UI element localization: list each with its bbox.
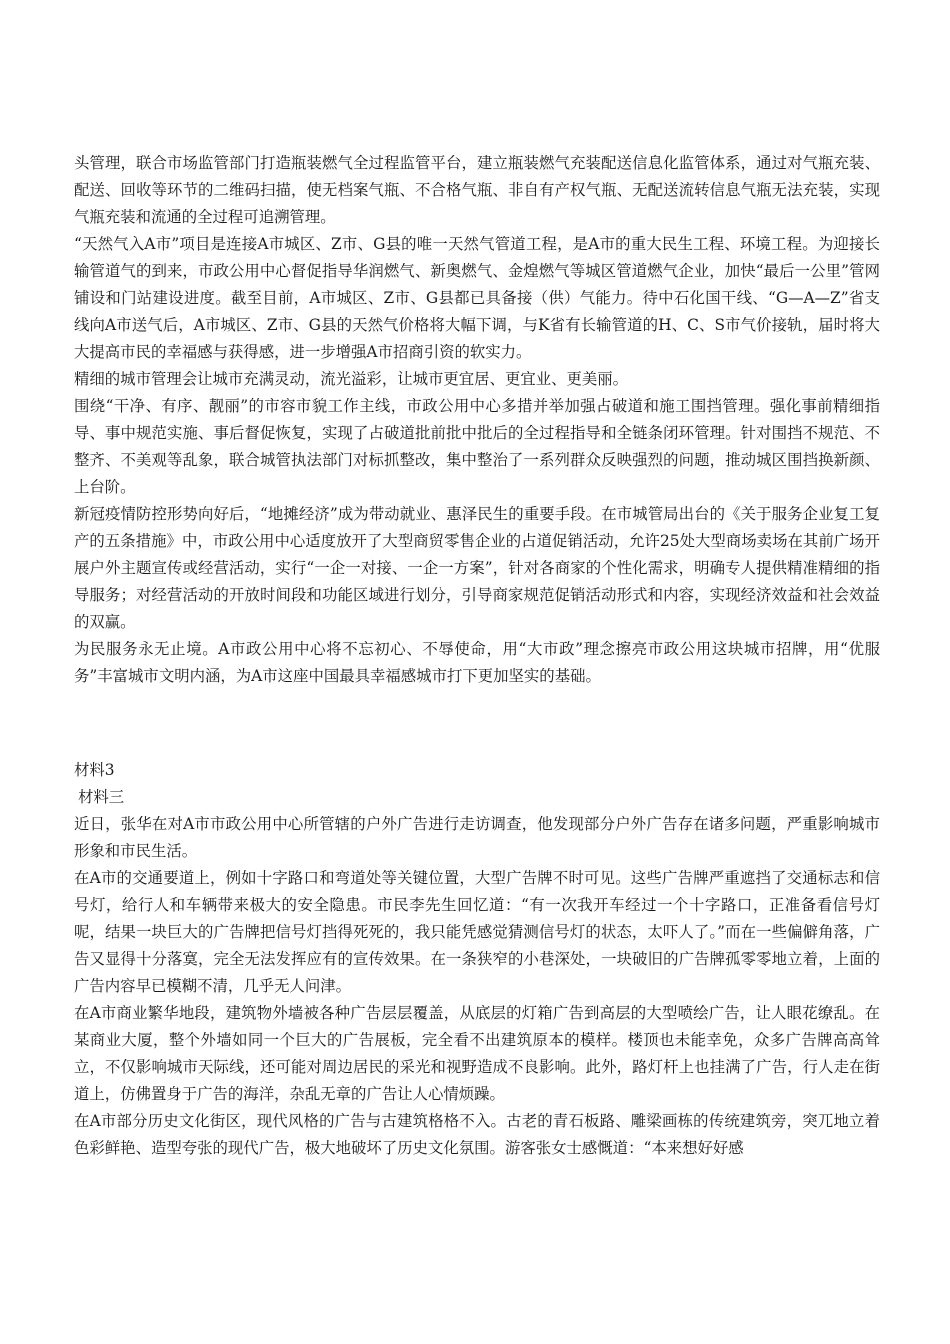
- material-heading: 材料3: [74, 761, 115, 779]
- material-subheading: 材料三: [78, 788, 125, 806]
- paragraph: 头管理，联合市场监管部门打造瓶装燃气全过程监管平台，建立瓶装燃气充装配送信息化监管体系，通过对气瓶充装、配送、回收等环节的二维码扫描，使无档案气瓶、不合格气瓶、非自有产权气瓶、无配送流转信息气瓶无法充装，实现气瓶充装和流通的全过程可追溯管理。: [74, 154, 880, 226]
- paragraph: 在A市商业繁华地段，建筑物外墙被各种广告层层覆盖，从底层的灯箱广告到高层的大型喷绘广告，让人眼花缭乱。在某商业大厦，整个外墙如同一个巨大的广告展板，完全看不出建筑原本的模样。楼顶也未能幸免，众多广告牌高高耸立，不仅影响城市天际线，还可能对周边居民的采光和视野造成不良影响。此外，路灯杆上也挂满了广告，行人走在街道上，仿佛置身于广告的海洋，杂乱无章的广告让人心情烦躁。: [74, 1004, 880, 1103]
- paragraph: 围绕“干净、有序、靓丽”的市容市貌工作主线，市政公用中心多措并举加强占破道和施工围挡管理。强化事前精细指导、事中规范实施、事后督促恢复，实现了占破道批前批中批后的全过程指导和全链条闭环管理。针对围挡不规范、不整齐、不美观等乱象，联合城管执法部门对标抓整改，集中整治了一系列群众反映强烈的问题，推动城区围挡换新颜、上台阶。: [74, 397, 880, 496]
- paragraph: “天然气入A市”项目是连接A市城区、Z市、G县的唯一天然气管道工程，是A市的重大民生工程、环境工程。为迎接长输管道气的到来，市政公用中心督促指导华润燃气、新奥燃气、金煌燃气等城区管道燃气企业，加快“最后一公里”管网铺设和门站建设进度。截至目前，A市城区、Z市、G县都已具备接（供）气能力。待中石化国干线、“G—A—Z”省支线向A市送气后，A市城区、Z市、G县的天然气价格将大幅下调，与K省有长输管道的H、C、S市气价接轨，届时将大大提高市民的幸福感与获得感，进一步增强A市招商引资的软实力。: [74, 235, 880, 361]
- paragraph: 在A市的交通要道上，例如十字路口和弯道处等关键位置，大型广告牌不时可见。这些广告牌严重遮挡了交通标志和信号灯，给行人和车辆带来极大的安全隐患。市民李先生回忆道：“有一次我开车经过一个十字路口，正准备看信号灯呢，结果一块巨大的广告牌把信号灯挡得死死的，我只能凭感觉猜测信号灯的状态，太吓人了。”而在一些偏僻角落，广告又显得十分落寞，完全无法发挥应有的宣传效果。在一条狭窄的小巷深处，一块破旧的广告牌孤零零地立着，上面的广告内容早已模糊不清，几乎无人问津。: [74, 869, 880, 995]
- document-page: [74, 150, 880, 1162]
- paragraph: 近日，张华在对A市市政公用中心所管辖的户外广告进行走访调查，他发现部分户外广告存在诸多问题，严重影响城市形象和市民生活。: [74, 815, 880, 860]
- paragraph: 在A市部分历史文化街区，现代风格的广告与古建筑格格不入。古老的青石板路、雕梁画栋的传统建筑旁，突兀地立着色彩鲜艳、造型夸张的现代广告，极大地破坏了历史文化氛围。游客张女士感慨道：“本来想好好感: [74, 1112, 880, 1157]
- section-spacer: [74, 690, 880, 757]
- paragraph: 新冠疫情防控形势向好后，“地摊经济”成为带动就业、惠泽民生的重要手段。在市城管局出台的《关于服务企业复工复产的五条措施》中，市政公用中心适度放开了大型商贸零售企业的占道促销活动，允许25处大型商场卖场在其前广场开展户外主题宣传或经营活动，实行“一企一对接、一企一方案”，针对各商家的个性化需求，明确专人提供精准精细的指导服务；对经营活动的开放时间段和功能区域进行划分，引导商家规范促销活动形式和内容，实现经济效益和社会效益的双赢。: [74, 505, 880, 631]
- paragraph: 为民服务永无止境。A市政公用中心将不忘初心、不辱使命，用“大市政”理念擦亮市政公用这块城市招牌，用“优服务”丰富城市文明内涵，为A市这座中国最具幸福感城市打下更加坚实的基础。: [74, 640, 880, 685]
- paragraph: 精细的城市管理会让城市充满灵动，流光溢彩，让城市更宜居、更宜业、更美丽。: [74, 370, 629, 388]
